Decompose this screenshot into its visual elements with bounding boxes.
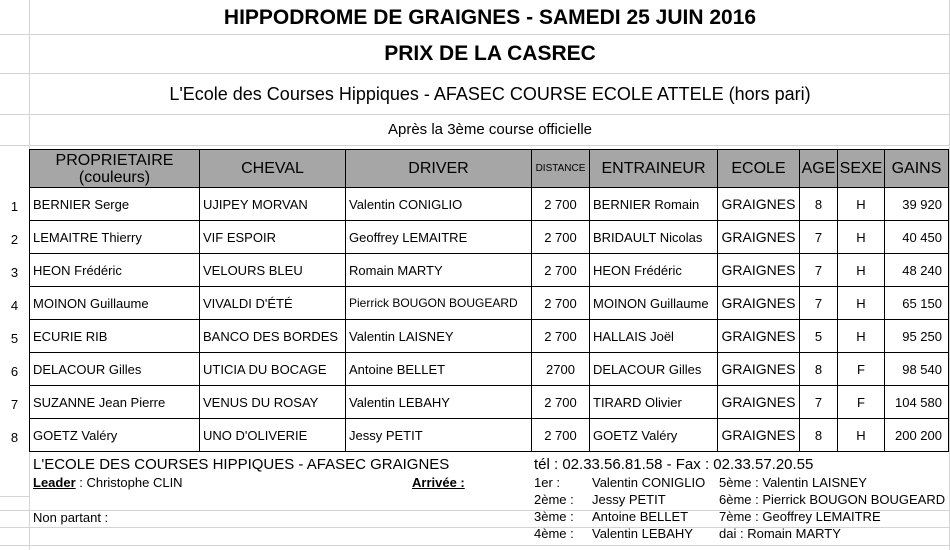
horse-cell: VIVALDI D'ÉTÉ xyxy=(200,287,346,320)
trainer-cell: GOETZ Valéry xyxy=(590,419,718,452)
horse-cell: VENUS DU ROSAY xyxy=(200,386,346,419)
earnings-cell: 95 250 xyxy=(885,320,949,353)
column-header-school: ECOLE xyxy=(718,150,800,188)
arrival-right-line: 7ème : Geoffrey LEMAITRE xyxy=(719,509,881,524)
earnings-cell: 98 540 xyxy=(885,353,949,386)
arrival-right-line: dai : Romain MARTY xyxy=(719,526,841,541)
horse-cell: UNO D'OLIVERIE xyxy=(200,419,346,452)
sex-cell: F xyxy=(838,386,885,419)
owner-cell: HEON Frédéric xyxy=(30,254,200,287)
driver-cell: Valentin CONIGLIO xyxy=(346,188,532,221)
earnings-cell: 104 580 xyxy=(885,386,949,419)
row-number: 8 xyxy=(10,430,19,445)
footer-contact: tél : 02.33.56.81.58 - Fax : 02.33.57.20.55 xyxy=(534,456,814,473)
table-row xyxy=(30,287,949,320)
arrival-name: Antoine BELLET xyxy=(592,509,689,524)
column-header-distance: DISTANCE xyxy=(532,150,590,188)
sex-cell: H xyxy=(838,419,885,452)
row-number: 7 xyxy=(10,397,19,412)
sex-cell: H xyxy=(838,188,885,221)
grid-line xyxy=(0,34,950,35)
distance-cell: 2 700 xyxy=(532,419,590,452)
sex-cell: F xyxy=(838,353,885,386)
entries-table xyxy=(29,149,949,452)
age-cell: 8 xyxy=(800,353,838,386)
horse-cell: VELOURS BLEU xyxy=(200,254,346,287)
driver-cell: Pierrick BOUGON BOUGEARD xyxy=(346,287,532,320)
school-cell: GRAIGNES xyxy=(718,419,800,452)
arrival-place: 1er : xyxy=(534,475,561,490)
school-cell: GRAIGNES xyxy=(718,287,800,320)
driver-cell: Valentin LAISNEY xyxy=(346,320,532,353)
leader-line xyxy=(33,475,183,490)
trainer-cell: HALLAIS Joël xyxy=(590,320,718,353)
school-cell: GRAIGNES xyxy=(718,386,800,419)
column-header-horse: CHEVAL xyxy=(200,150,346,188)
row-number: 1 xyxy=(10,199,19,214)
owner-cell: GOETZ Valéry xyxy=(30,419,200,452)
column-header-earnings: GAINS xyxy=(885,150,949,188)
owner-cell: ECURIE RIB xyxy=(30,320,200,353)
earnings-cell: 65 150 xyxy=(885,287,949,320)
distance-cell: 2 700 xyxy=(532,254,590,287)
sex-cell: H xyxy=(838,254,885,287)
age-cell: 7 xyxy=(800,254,838,287)
school-cell: GRAIGNES xyxy=(718,353,800,386)
horse-cell: BANCO DES BORDES xyxy=(200,320,346,353)
footer-school-name: L'ECOLE DES COURSES HIPPIQUES - AFASEC GRAIGNES xyxy=(33,456,450,473)
row-number: 5 xyxy=(10,331,19,346)
prize-title: PRIX DE LA CASREC xyxy=(384,42,596,65)
arrival-name: Jessy PETIT xyxy=(592,492,666,507)
table-header-row xyxy=(30,150,949,188)
table-row xyxy=(30,320,949,353)
earnings-cell: 40 450 xyxy=(885,221,949,254)
arrival-place: 2ème : xyxy=(534,492,574,507)
arrival-name: Valentin CONIGLIO xyxy=(592,475,706,490)
trainer-cell: TIRARD Olivier xyxy=(590,386,718,419)
sex-cell: H xyxy=(838,221,885,254)
arrival-place: 4ème : xyxy=(534,526,574,541)
race-subtitle: L'Ecole des Courses Hippiques - AFASEC COURSE ECOLE ATTELE (hors pari) xyxy=(169,84,811,104)
horse-cell: UJIPEY MORVAN xyxy=(200,188,346,221)
row-number: 3 xyxy=(10,265,19,280)
sex-cell: H xyxy=(838,320,885,353)
race-note: Après la 3ème course officielle xyxy=(388,121,592,138)
grid-line xyxy=(0,545,950,546)
driver-cell: Romain MARTY xyxy=(346,254,532,287)
owner-cell: LEMAITRE Thierry xyxy=(30,221,200,254)
column-header-trainer: ENTRAINEUR xyxy=(590,150,718,188)
column-header-owner: PROPRIETAIRE (couleurs) xyxy=(30,150,200,188)
owner-cell: DELACOUR Gilles xyxy=(30,353,200,386)
arrival-place: 3ème : xyxy=(534,509,574,524)
row-number: 2 xyxy=(10,232,19,247)
distance-cell: 2 700 xyxy=(532,386,590,419)
earnings-cell: 48 240 xyxy=(885,254,949,287)
earnings-cell: 200 200 xyxy=(885,419,949,452)
leader-value: : Christophe CLIN xyxy=(75,475,183,490)
age-cell: 7 xyxy=(800,386,838,419)
non-partant-label: Non partant : xyxy=(33,510,109,525)
row-number: 4 xyxy=(10,298,19,313)
column-header-age: AGE xyxy=(800,150,838,188)
age-cell: 7 xyxy=(800,287,838,320)
table-row xyxy=(30,221,949,254)
arrival-right-line: 6ème : Pierrick BOUGON BOUGEARD xyxy=(719,492,946,507)
grid-line xyxy=(0,496,30,497)
arrival-name: Valentin LEBAHY xyxy=(592,526,693,541)
row-number: 6 xyxy=(10,364,19,379)
owner-cell: MOINON Guillaume xyxy=(30,287,200,320)
distance-cell: 2 700 xyxy=(532,320,590,353)
driver-cell: Antoine BELLET xyxy=(346,353,532,386)
earnings-cell: 39 920 xyxy=(885,188,949,221)
age-cell: 7 xyxy=(800,221,838,254)
table-row xyxy=(30,386,949,419)
sex-cell: H xyxy=(838,287,885,320)
distance-cell: 2 700 xyxy=(532,287,590,320)
page-title: HIPPODROME DE GRAIGNES - SAMEDI 25 JUIN 2016 xyxy=(223,6,757,29)
age-cell: 8 xyxy=(800,419,838,452)
driver-cell: Valentin LEBAHY xyxy=(346,386,532,419)
arrival-right-line: 5ème : Valentin LAISNEY xyxy=(719,475,867,490)
owner-cell: BERNIER Serge xyxy=(30,188,200,221)
driver-cell: Jessy PETIT xyxy=(346,419,532,452)
age-cell: 5 xyxy=(800,320,838,353)
leader-label: Leader xyxy=(33,475,76,490)
school-cell: GRAIGNES xyxy=(718,254,800,287)
column-header-sex: SEXE xyxy=(838,150,885,188)
column-header-driver: DRIVER xyxy=(346,150,532,188)
trainer-cell: HEON Frédéric xyxy=(590,254,718,287)
school-cell: GRAIGNES xyxy=(718,221,800,254)
table-row xyxy=(30,419,949,452)
horse-cell: UTICIA DU BOCAGE xyxy=(200,353,346,386)
horse-cell: VIF ESPOIR xyxy=(200,221,346,254)
school-cell: GRAIGNES xyxy=(718,320,800,353)
distance-cell: 2700 xyxy=(532,353,590,386)
trainer-cell: BERNIER Romain xyxy=(590,188,718,221)
age-cell: 8 xyxy=(800,188,838,221)
distance-cell: 2 700 xyxy=(532,188,590,221)
trainer-cell: MOINON Guillaume xyxy=(590,287,718,320)
table-row xyxy=(30,353,949,386)
arrivee-label: Arrivée : xyxy=(412,475,465,490)
school-cell: GRAIGNES xyxy=(718,188,800,221)
trainer-cell: DELACOUR Gilles xyxy=(590,353,718,386)
distance-cell: 2 700 xyxy=(532,221,590,254)
grid-line xyxy=(0,145,950,146)
owner-cell: SUZANNE Jean Pierre xyxy=(30,386,200,419)
table-row xyxy=(30,254,949,287)
table-row xyxy=(30,188,949,221)
grid-line xyxy=(0,114,950,115)
grid-line xyxy=(0,73,950,74)
trainer-cell: BRIDAULT Nicolas xyxy=(590,221,718,254)
driver-cell: Geoffrey LEMAITRE xyxy=(346,221,532,254)
